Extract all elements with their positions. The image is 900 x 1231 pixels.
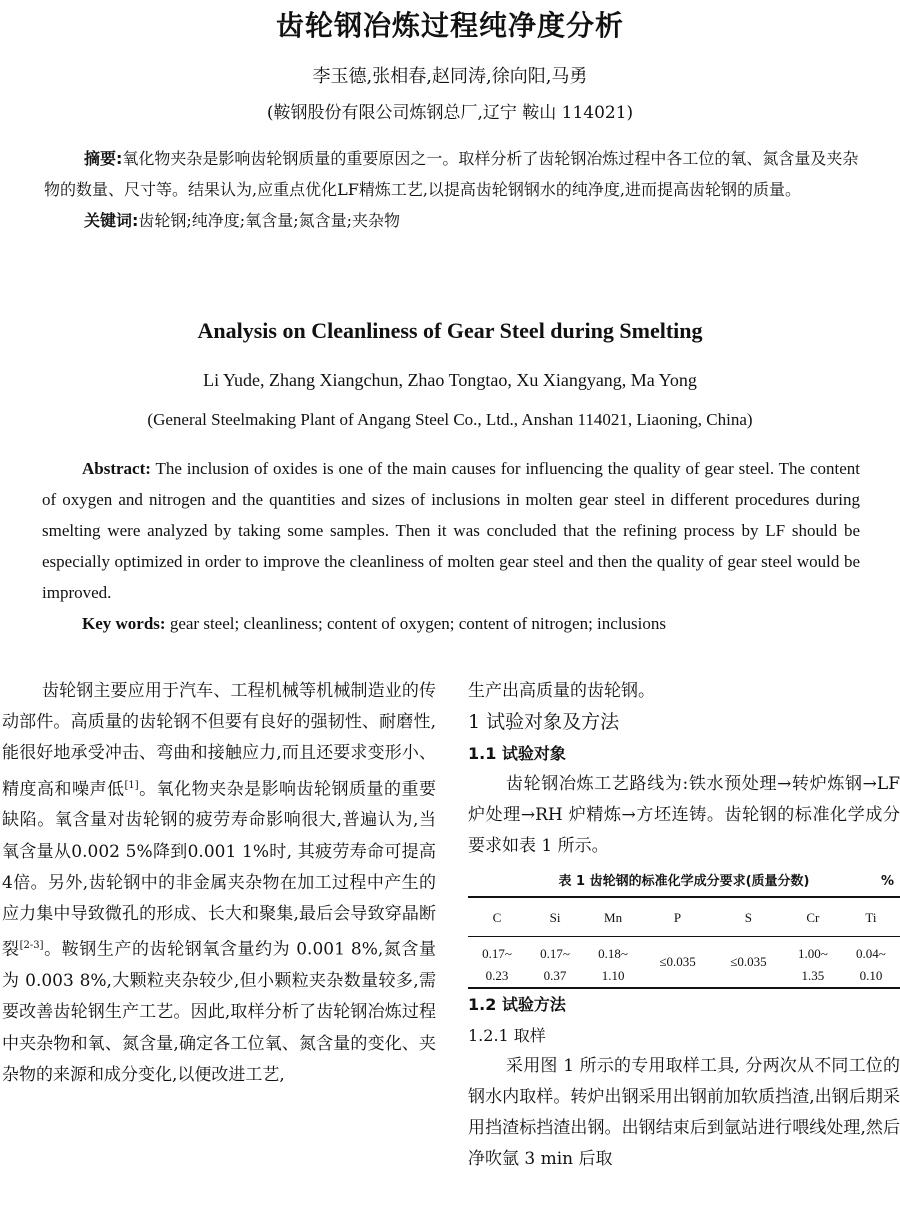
table-1-caption bbox=[468, 872, 900, 892]
citation-ref-1: [1] bbox=[124, 779, 139, 791]
table-row bbox=[468, 937, 900, 989]
process-route-paragraph: 齿轮钢冶炼工艺路线为:铁水预处理→转炉炼钢→LF 炉处理→RH 炉精炼→方坯连铸。齿轮钢的标准化学成分要求如表 1 所示。 bbox=[468, 774, 900, 856]
keywords-en-paragraph bbox=[42, 608, 860, 639]
section-1-2-heading: 1.2 试验方法 bbox=[468, 995, 566, 1014]
intro-text-part2: 。氧化物夹杂是影响齿轮钢质量的重要缺陷。氧含量对齿轮钢的疲劳寿命影响很大,普遍认为,当氧含量从0.002 5%降到0.001 1%时, 其疲劳寿命可提高4倍。另外,齿轮钢中的非金属夹杂物在加工过程中产生的应力集中导致微孔的形成、长大和聚集,最后会导致穿晶断裂 bbox=[2, 779, 437, 960]
abstract-cn-paragraph bbox=[44, 143, 864, 205]
cell-mn bbox=[584, 937, 642, 989]
table-1-unit: % bbox=[880, 874, 894, 889]
cell-p: ≤0.035 bbox=[642, 937, 713, 989]
cell-cr bbox=[784, 937, 842, 989]
abstract-en-paragraph bbox=[42, 453, 860, 608]
cell-cr-max: 1.35 bbox=[801, 968, 825, 983]
paper-title-en: Analysis on Cleanliness of Gear Steel during Smelting bbox=[197, 318, 703, 343]
keywords-en-text: gear steel; cleanliness; content of oxygen; content of nitrogen; inclusions bbox=[169, 614, 666, 633]
table-header-p: P bbox=[642, 897, 713, 937]
abstract-en-label: Abstract: bbox=[82, 459, 151, 478]
section-1-heading: 1 试验对象及方法 bbox=[468, 711, 620, 733]
cell-c-min: 0.17~ bbox=[482, 946, 512, 961]
cell-si bbox=[526, 937, 584, 989]
body-left-column bbox=[2, 676, 436, 1091]
section-1-1-heading: 1.1 试验对象 bbox=[468, 744, 566, 763]
section-1-2-1-heading: 1.2.1 取样 bbox=[468, 1026, 546, 1045]
table-1 bbox=[468, 896, 900, 989]
cell-mn-max: 1.10 bbox=[601, 968, 625, 983]
cell-s: ≤0.035 bbox=[713, 937, 784, 989]
keywords-cn-paragraph bbox=[44, 205, 864, 236]
cell-si-min: 0.17~ bbox=[540, 946, 570, 961]
cell-cr-min: 1.00~ bbox=[797, 946, 828, 961]
cell-ti-max: 0.10 bbox=[859, 968, 883, 983]
authors-cn: 李玉德,张相春,赵同涛,徐向阳,马勇 bbox=[312, 66, 588, 87]
keywords-cn-label: 关键词: bbox=[84, 211, 139, 230]
affiliation-en: (General Steelmaking Plant of Angang Steel Co., Ltd., Anshan 114021, Liaoning, China) bbox=[147, 410, 753, 429]
cell-ti bbox=[842, 937, 900, 989]
abstract-cn-label: 摘要: bbox=[84, 149, 123, 168]
affiliation-cn: (鞍钢股份有限公司炼钢总厂,辽宁 鞍山 114021) bbox=[266, 103, 634, 123]
cell-mn-min: 0.18~ bbox=[598, 946, 628, 961]
keywords-en-label: Key words: bbox=[82, 614, 166, 633]
cell-c bbox=[468, 937, 526, 989]
table-1-caption-text: 表 1 齿轮钢的标准化学成分要求(质量分数) bbox=[558, 874, 810, 889]
citation-ref-2-3: [2-3] bbox=[19, 940, 44, 952]
cell-c-max: 0.23 bbox=[485, 968, 509, 983]
table-header-row bbox=[468, 897, 900, 937]
intro-text-part3: 。鞍钢生产的齿轮钢氧含量约为 0.001 8%,氮含量为 0.003 8%,大颗粒夹杂较少,但小颗粒夹杂数量较多,需要改善齿轮钢生产工艺。因此,取样分析了齿轮钢冶炼过程中夹杂物和氧、氮含量,确定各工位氧、氮含量的变化、夹杂物的来源和成分变化,以便改进工艺, bbox=[2, 939, 436, 1085]
abstract-en-text: The inclusion of oxides is one of the main causes for influencing the quality of gear steel. The content of oxygen and nitrogen and the quantities and sizes of inclusions in molten gear steel in different procedures during smelting were analyzed by taking some samples. Then it was concluded that the refining process by LF should be especially optimized in order to improve the cleanliness of molten gear steel and then the quality of gear steel would be improved. bbox=[42, 459, 860, 602]
abstract-cn-text: 氧化物夹杂是影响齿轮钢质量的重要原因之一。取样分析了齿轮钢冶炼过程中各工位的氧、氮含量及夹杂物的数量、尺寸等。结果认为,应重点优化LF精炼工艺,以提高齿轮钢钢水的纯净度,进而提高齿轮钢的质量。 bbox=[44, 149, 859, 199]
table-header-mn: Mn bbox=[584, 897, 642, 937]
intro-paragraph bbox=[2, 676, 436, 1091]
sampling-paragraph: 采用图 1 所示的专用取样工具, 分两次从不同工位的钢水内取样。转炉出钢采用出钢前加软质挡渣,出钢后期采用挡渣标挡渣出钢。出钢结束后到氩站进行喂线处理,然后净吹氩 3 min 后取 bbox=[468, 1056, 900, 1169]
abstract-cn bbox=[44, 143, 864, 236]
keywords-cn-text: 齿轮钢;纯净度;氧含量;氮含量;夹杂物 bbox=[138, 211, 400, 230]
authors-en: Li Yude, Zhang Xiangchun, Zhao Tongtao, Xu Xiangyang, Ma Yong bbox=[203, 370, 697, 390]
cell-si-max: 0.37 bbox=[543, 968, 567, 983]
body-right-column bbox=[468, 676, 900, 1175]
table-header-ti: Ti bbox=[842, 897, 900, 937]
cell-ti-min: 0.04~ bbox=[856, 946, 886, 961]
intro-text-part1: 齿轮钢主要应用于汽车、工程机械等机械制造业的传动部件。高质量的齿轮钢不但要有良好的强韧性、耐磨性,能很好地承受冲击、弯曲和接触应力,而且还要求变形小、精度高和噪声低 bbox=[2, 681, 436, 800]
table-header-si: Si bbox=[526, 897, 584, 937]
table-header-s: S bbox=[713, 897, 784, 937]
table-header-c: C bbox=[468, 897, 526, 937]
intro-continuation: 生产出高质量的齿轮钢。 bbox=[468, 681, 655, 701]
paper-title-cn: 齿轮钢冶炼过程纯净度分析 bbox=[275, 9, 624, 42]
table-header-cr: Cr bbox=[784, 897, 842, 937]
abstract-en bbox=[42, 453, 860, 639]
